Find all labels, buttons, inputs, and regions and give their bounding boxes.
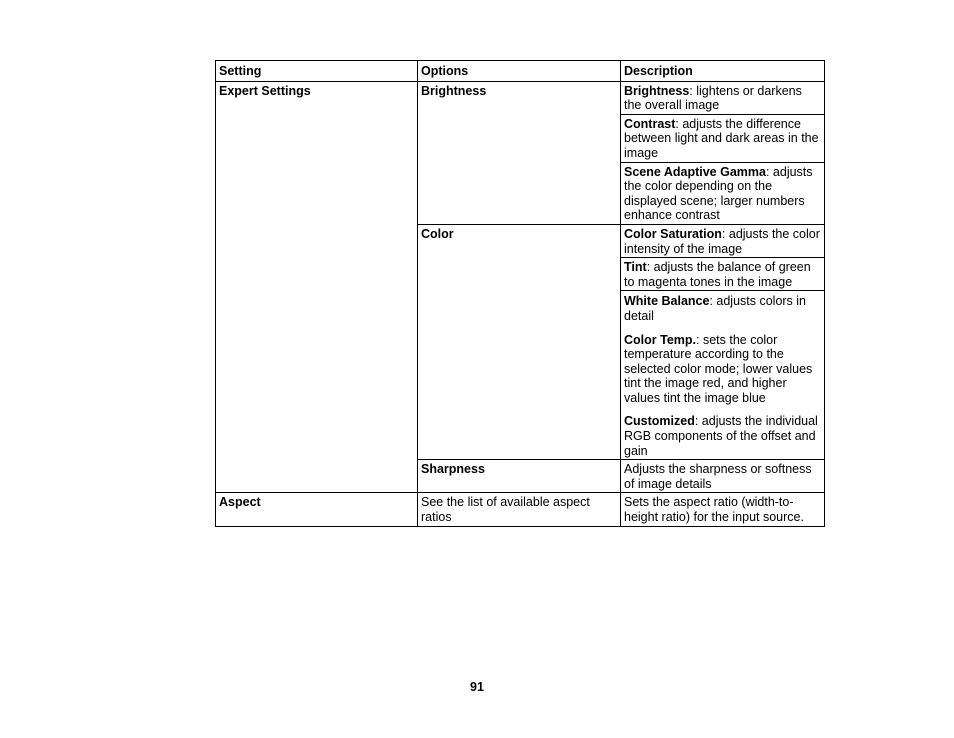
description-scene-adaptive-gamma <box>621 162 825 224</box>
text-scene-adaptive-gamma: : adjusts the color depending on the displayed scene; larger numbers enhance contrast <box>624 164 813 223</box>
text-white-balance: : adjusts colors in detail <box>624 294 807 323</box>
description-customized <box>621 408 825 459</box>
term-white-balance: White Balance <box>624 294 710 309</box>
option-brightness: Brightness <box>418 81 621 224</box>
description-tint <box>621 258 825 291</box>
page-number: 91 <box>470 680 484 694</box>
text-color-saturation: : adjusts the color intensity of the image <box>624 226 820 256</box>
description-aspect: Sets the aspect ratio (width-to-height ratio) for the input source. <box>621 493 825 526</box>
description-white-balance <box>621 291 825 327</box>
text-customized: : adjusts the individual RGB components of the offset and gain <box>624 414 818 458</box>
term-scene-adaptive-gamma: Scene Adaptive Gamma <box>624 164 766 179</box>
text-brightness: : lightens or darkens the overall image <box>624 83 802 113</box>
table-header-row <box>216 61 825 82</box>
description-contrast <box>621 114 825 162</box>
setting-aspect: Aspect <box>216 493 418 526</box>
description-color-temp <box>621 327 825 409</box>
header-description: Description <box>621 61 825 82</box>
header-options: Options <box>418 61 621 82</box>
term-contrast: Contrast <box>624 116 676 131</box>
description-brightness <box>621 81 825 114</box>
text-tint: : adjusts the balance of green to magenta tones in the image <box>624 260 811 289</box>
settings-table <box>215 60 825 527</box>
term-color-saturation: Color Saturation <box>624 226 722 241</box>
setting-expert-settings: Expert Settings <box>216 81 418 493</box>
option-color: Color <box>418 224 621 459</box>
text-color-temp: : sets the color temperature according to the selected color mode; lower values tint the image red, and higher values tint the image blue <box>624 332 813 405</box>
term-tint: Tint <box>624 260 647 275</box>
description-sharpness: Adjusts the sharpness or softness of image details <box>621 460 825 493</box>
text-contrast: : adjusts the difference between light and dark areas in the image <box>624 116 819 160</box>
term-brightness: Brightness <box>624 83 690 98</box>
header-setting: Setting <box>216 61 418 82</box>
table-row <box>216 493 825 526</box>
table-row <box>216 81 825 114</box>
term-color-temp: Color Temp. <box>624 332 696 347</box>
term-customized: Customized <box>624 414 695 429</box>
description-color-saturation <box>621 224 825 257</box>
option-sharpness: Sharpness <box>418 460 621 493</box>
option-aspect: See the list of available aspect ratios <box>418 493 621 526</box>
